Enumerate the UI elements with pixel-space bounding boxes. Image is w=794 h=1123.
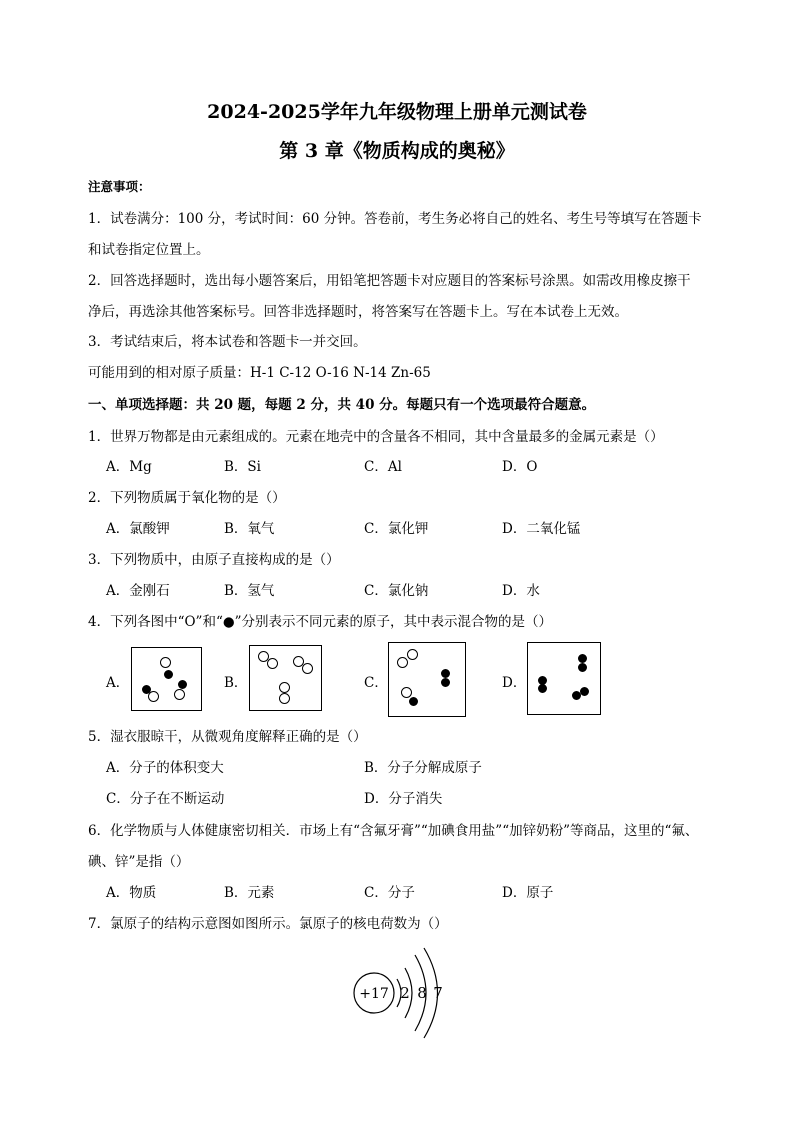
option-b-diagram[interactable] [249,645,322,711]
white-atom-icon [267,658,278,669]
option-a-diagram[interactable] [131,647,202,711]
black-atom-icon [178,680,187,689]
question-7-stem: 7．氯原子的结构示意图如图所示。氯原子的核电荷数为（） [88,916,448,932]
white-atom-icon [302,663,313,674]
question-3-stem: 3．下列物质中，由原子直接构成的是（） [88,552,340,568]
white-atom-icon [401,687,412,698]
question-3-option-d[interactable]: D．水 [502,583,540,599]
shell-electron-count: 7 [433,984,443,1002]
question-1-option-d[interactable]: D．O [502,459,538,475]
question-5-option-c[interactable]: C．分子在不断运动 [106,791,225,807]
white-atom-icon [160,657,171,668]
black-atom-icon [441,669,450,678]
white-atom-icon [148,691,159,702]
question-1-option-b[interactable]: B．Si [224,459,261,475]
note-line: 3．考试结束后，将本试卷和答题卡一并交回。 [88,334,367,350]
note-line: 1．试卷满分：100 分，考试时间：60 分钟。答卷前，考生务必将自己的姓名、考生号等填写在答题卡 [88,211,702,227]
notes-heading: 注意事项： [88,179,151,194]
white-atom-icon [174,689,185,700]
black-atom-icon [578,663,587,672]
note-line: 净后，再选涂其他答案标号。回答非选择题时，将答案写在答题卡上。写在本试卷上无效。 [88,304,628,320]
question-2-option-a[interactable]: A．氯酸钾 [106,521,170,537]
white-atom-icon [279,682,290,693]
black-atom-icon [538,684,547,693]
shell-electron-count: 8 [417,984,427,1002]
question-1-option-a[interactable]: A．Mg [106,459,152,475]
chlorine-atom-structure-diagram [350,940,450,1040]
nucleus-charge-label: +17 [359,986,389,1002]
chapter-title: 第 3 章《物质构成的奥秘》 [279,140,515,162]
question-6-option-b[interactable]: B．元素 [224,885,275,901]
black-atom-icon [164,670,173,679]
question-2-stem: 2．下列物质属于氧化物的是（） [88,490,286,506]
black-atom-icon [578,654,587,663]
question-2-option-c[interactable]: C．氯化钾 [364,521,429,537]
question-2-option-b[interactable]: B．氧气 [224,521,275,537]
option-d-diagram[interactable] [527,642,601,715]
atomic-mass-line: 可能用到的相对原子质量：H-1 C-12 O-16 N-14 Zn-65 [88,365,431,381]
shell-electron-count: 2 [400,984,410,1002]
question-4-option-c[interactable]: C． [364,675,388,691]
question-3-option-a[interactable]: A．金刚石 [106,583,170,599]
question-1-stem: 1．世界万物都是由元素组成的。元素在地壳中的含量各不相同，其中含量最多的金属元素是（） [88,429,664,445]
question-6-option-a[interactable]: A．物质 [106,885,157,901]
note-line: 和试卷指定位置上。 [88,242,210,258]
question-6-option-d[interactable]: D．原子 [502,885,554,901]
question-6-stem: 6．化学物质与人体健康密切相关．市场上有“含氟牙膏”“加碘食用盐”“加锌奶粉”等商品，这里的“氟、 [88,823,699,839]
question-5-option-d[interactable]: D．分子消失 [364,791,443,807]
question-6-option-c[interactable]: C．分子 [364,885,415,901]
black-atom-icon [441,678,450,687]
black-atom-icon [580,687,589,696]
question-5-option-a[interactable]: A．分子的体积变大 [106,760,224,776]
question-4-option-a[interactable]: A． [106,675,130,691]
question-3-option-b[interactable]: B．氢气 [224,583,275,599]
question-4-option-b[interactable]: B． [224,675,248,691]
question-1-option-c[interactable]: C．Al [364,459,402,475]
section-heading: 一、单项选择题：共 20 题，每题 2 分，共 40 分。每题只有一个选项最符合题意。 [88,397,596,413]
question-5-stem: 5．湿衣服晾干，从微观角度解释正确的是（） [88,729,367,745]
question-6-stem-cont: 碘、锌”是指（） [88,854,190,870]
exam-title: 2024-2025学年九年级物理上册单元测试卷 [207,101,587,123]
question-4-stem: 4．下列各图中“O”和“●”分别表示不同元素的原子，其中表示混合物的是（） [88,614,553,630]
option-c-diagram[interactable] [388,642,466,717]
white-atom-icon [397,657,408,668]
white-atom-icon [407,649,418,660]
white-atom-icon [279,693,290,704]
note-line: 2．回答选择题时，选出每小题答案后，用铅笔把答题卡对应题目的答案标号涂黑。如需改用橡皮擦干 [88,273,691,289]
question-5-option-b[interactable]: B．分子分解成原子 [364,760,482,776]
question-4-option-d[interactable]: D． [502,675,527,691]
question-2-option-d[interactable]: D．二氧化锰 [502,521,581,537]
question-3-option-c[interactable]: C．氯化钠 [364,583,429,599]
black-atom-icon [409,697,418,706]
